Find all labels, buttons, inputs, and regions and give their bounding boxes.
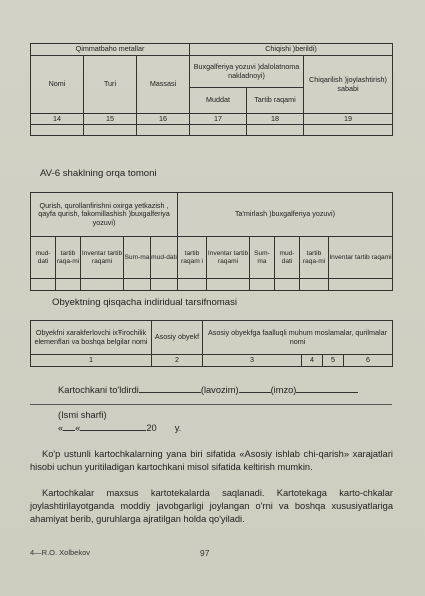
signature-blank	[239, 392, 271, 393]
table-cell	[178, 279, 207, 291]
table-cell	[275, 279, 300, 291]
back-side-table	[30, 192, 393, 291]
col-number: 15	[84, 114, 137, 125]
col-header: Sum-ma	[124, 237, 151, 279]
table-cell	[81, 279, 124, 291]
paragraph: Kartochkalar maxsus kartotekalarda saqlanadi. Kartotekaga karto-chkalar joylashtirilayotganda moddiy javobgarligi joylangan o'rni va boshqa xususiyatlariga ahamiyat berib, guruhlarga ajratilgan holda qo'yiladi.	[30, 488, 393, 525]
table-cell	[31, 125, 84, 136]
col-number: 2	[152, 355, 203, 367]
description-table	[30, 320, 393, 367]
table-cell	[124, 279, 151, 291]
col-number: 16	[137, 114, 190, 125]
col-header: tartib raqa-mi	[300, 237, 329, 279]
year-suffix: y.	[174, 423, 182, 433]
footer-signature: 4—R.O. Xolbekov	[30, 548, 91, 557]
table-cell	[304, 125, 393, 136]
table-cell	[247, 125, 304, 136]
table-cell	[137, 125, 190, 136]
divider	[30, 404, 392, 405]
date-mid-quote: «	[75, 423, 81, 433]
col-number: 6	[344, 355, 393, 367]
day-blank	[63, 430, 75, 431]
header-main-object: Asosiy obyekf	[152, 321, 203, 355]
col-header: Inventar tartib raqami	[81, 237, 124, 279]
table-cell	[84, 125, 137, 136]
header-accounting-doc: Buxgalferiya yozuvi )dalolatnoma nakladnoyi)	[190, 56, 304, 88]
col-header: Inventar tartib raqami	[207, 237, 250, 279]
col-header: mud-dati	[275, 237, 300, 279]
col-number: 1	[31, 355, 152, 367]
col-header: mud-dati	[31, 237, 56, 279]
table-cell	[250, 279, 275, 291]
table-cell	[31, 279, 56, 291]
col-header: Sum-ma	[250, 237, 275, 279]
month-blank	[80, 430, 146, 431]
table-cell	[56, 279, 81, 291]
header-issue: Chiqishi )berildi)	[190, 44, 393, 56]
date-line	[30, 422, 393, 435]
col-header: mud-dati	[151, 237, 178, 279]
position-blank	[139, 392, 201, 393]
header-name: Nomi	[31, 56, 84, 114]
col-header: Inventar tartib raqami	[329, 237, 393, 279]
full-name-label: (Ismi sharfi)	[58, 410, 107, 420]
section-title-description: Obyektning qisqacha indiridual tarsifnomasi	[52, 297, 238, 308]
table-cell	[190, 125, 247, 136]
year-prefix: 20	[146, 423, 157, 433]
col-number: 5	[323, 355, 344, 367]
col-header: tartib raqa-mi	[56, 237, 81, 279]
card-label: Kartochkani to'ldirdi	[58, 385, 139, 395]
header-construction: Qurish, qurollanfirishni oxirga yetkazish , qayfa qurish, fakomillashish )buxgalferiya yozuvi)	[31, 193, 178, 237]
filled-by-line	[30, 384, 393, 397]
name-label-line	[30, 409, 393, 422]
header-repair: Ta'mirlash )buxgalferiya yozuvi)	[178, 193, 393, 237]
table-cell	[300, 279, 329, 291]
header-related-devices: Asosiy obyekfga faalluqli muhum moslamalar, qurilmalar nomi	[203, 321, 393, 355]
signature-label: (imzo)	[270, 385, 297, 395]
header-reason: Chiqarilish )joylashtirish) sababi	[304, 56, 393, 114]
header-period: Muddat	[190, 88, 247, 114]
table-cell	[207, 279, 250, 291]
col-number: 18	[247, 114, 304, 125]
col-number: 4	[302, 355, 323, 367]
name-blank	[296, 392, 358, 393]
col-number: 17	[190, 114, 247, 125]
date-open-quote: «	[58, 423, 64, 433]
header-mass: Massasi	[137, 56, 190, 114]
header-elements: Obyekfni xarakferlovchi ixŦirochilik elemenflari va boshqa belgilar nomi	[31, 321, 152, 355]
header-valuables: Qimmatbaho metallar	[31, 44, 190, 56]
position-label: (lavozim)	[200, 385, 239, 395]
section-title-back-side: AV-6 shaklning orqa tomoni	[40, 168, 157, 179]
valuables-table	[30, 43, 393, 136]
table-cell	[329, 279, 393, 291]
table-cell	[151, 279, 178, 291]
header-order-no: Tartib raqami	[247, 88, 304, 114]
col-number: 3	[203, 355, 302, 367]
paragraph: Ko'p ustunli kartochkalarning yana biri sifatida «Asosiy ishlab chi-qarish» xarajatlari hisobi uchun yuritiladigan kartochkani misol sifatida keltirish mumkin.	[30, 449, 393, 473]
col-number: 19	[304, 114, 393, 125]
page-number: 97	[200, 548, 210, 558]
col-header: tartib raqam i	[178, 237, 207, 279]
header-type: Turi	[84, 56, 137, 114]
col-number: 14	[31, 114, 84, 125]
